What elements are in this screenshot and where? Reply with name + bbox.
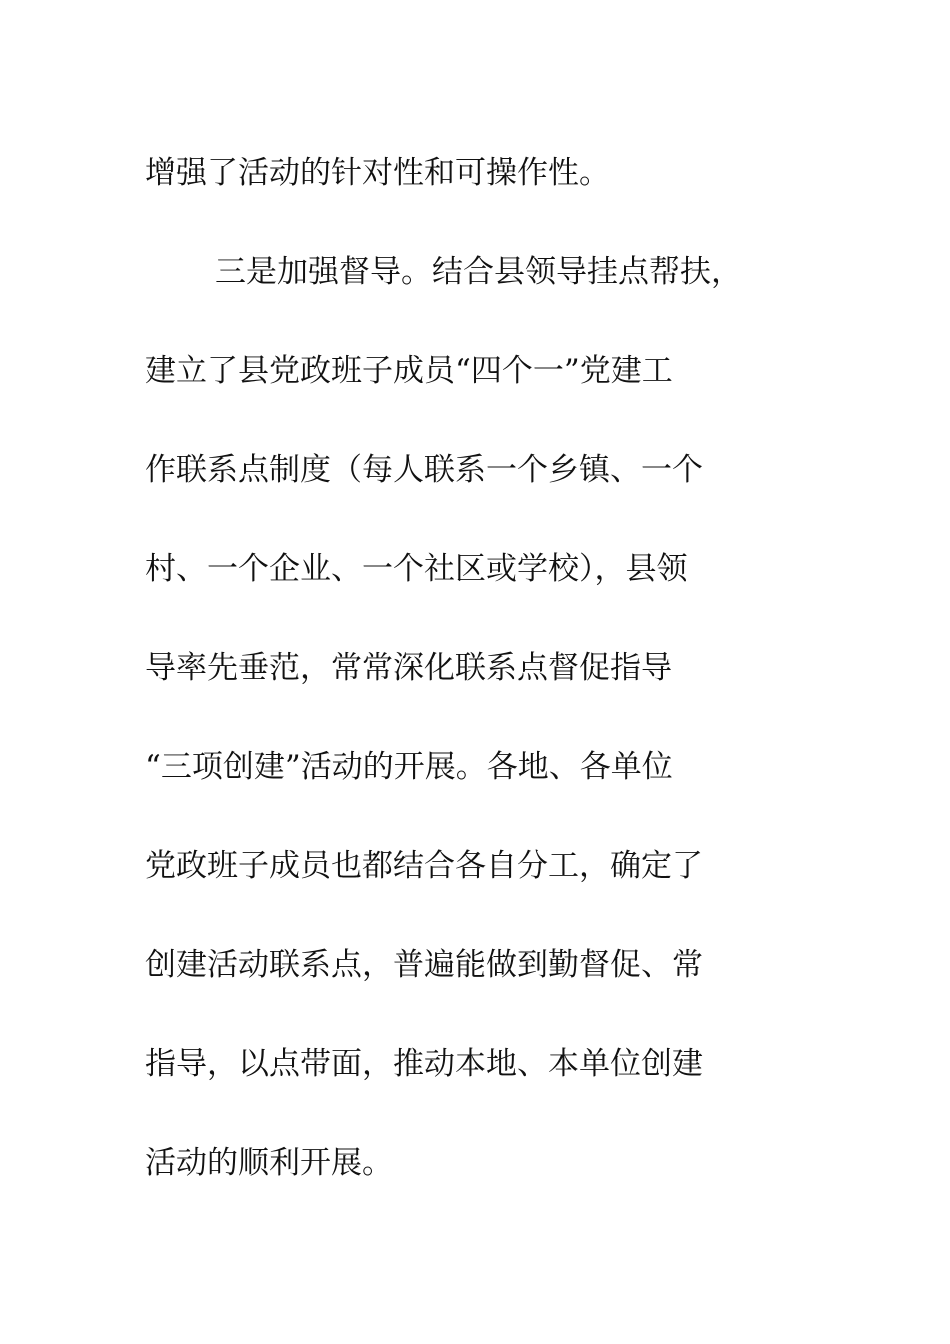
text-line: “三项创建”活动的开展。各地、各单位 — [145, 749, 673, 785]
text-line: 指导，以点带面，推动本地、本单位创建 — [145, 1046, 703, 1082]
text-line: 建立了县党政班子成员“四个一”党建工 — [145, 353, 673, 389]
text-line: 作联系点制度（每人联系一个乡镇、一个 — [145, 452, 703, 488]
text-line: 党政班子成员也都结合各自分工，确定了 — [145, 848, 703, 884]
paragraph-first-line: 三是加强督导。结合县领导挂点帮扶， — [215, 254, 742, 290]
text-line: 创建活动联系点，普遍能做到勤督促、常 — [145, 947, 703, 983]
text-line: 导率先垂范，常常深化联系点督促指导 — [145, 650, 672, 686]
text-line: 活动的顺利开展。 — [145, 1145, 393, 1181]
body-text — [145, 124, 785, 1213]
text-line: 村、一个企业、一个社区或学校），县领 — [145, 551, 688, 587]
text-line: 增强了活动的针对性和可操作性。 — [145, 155, 610, 191]
